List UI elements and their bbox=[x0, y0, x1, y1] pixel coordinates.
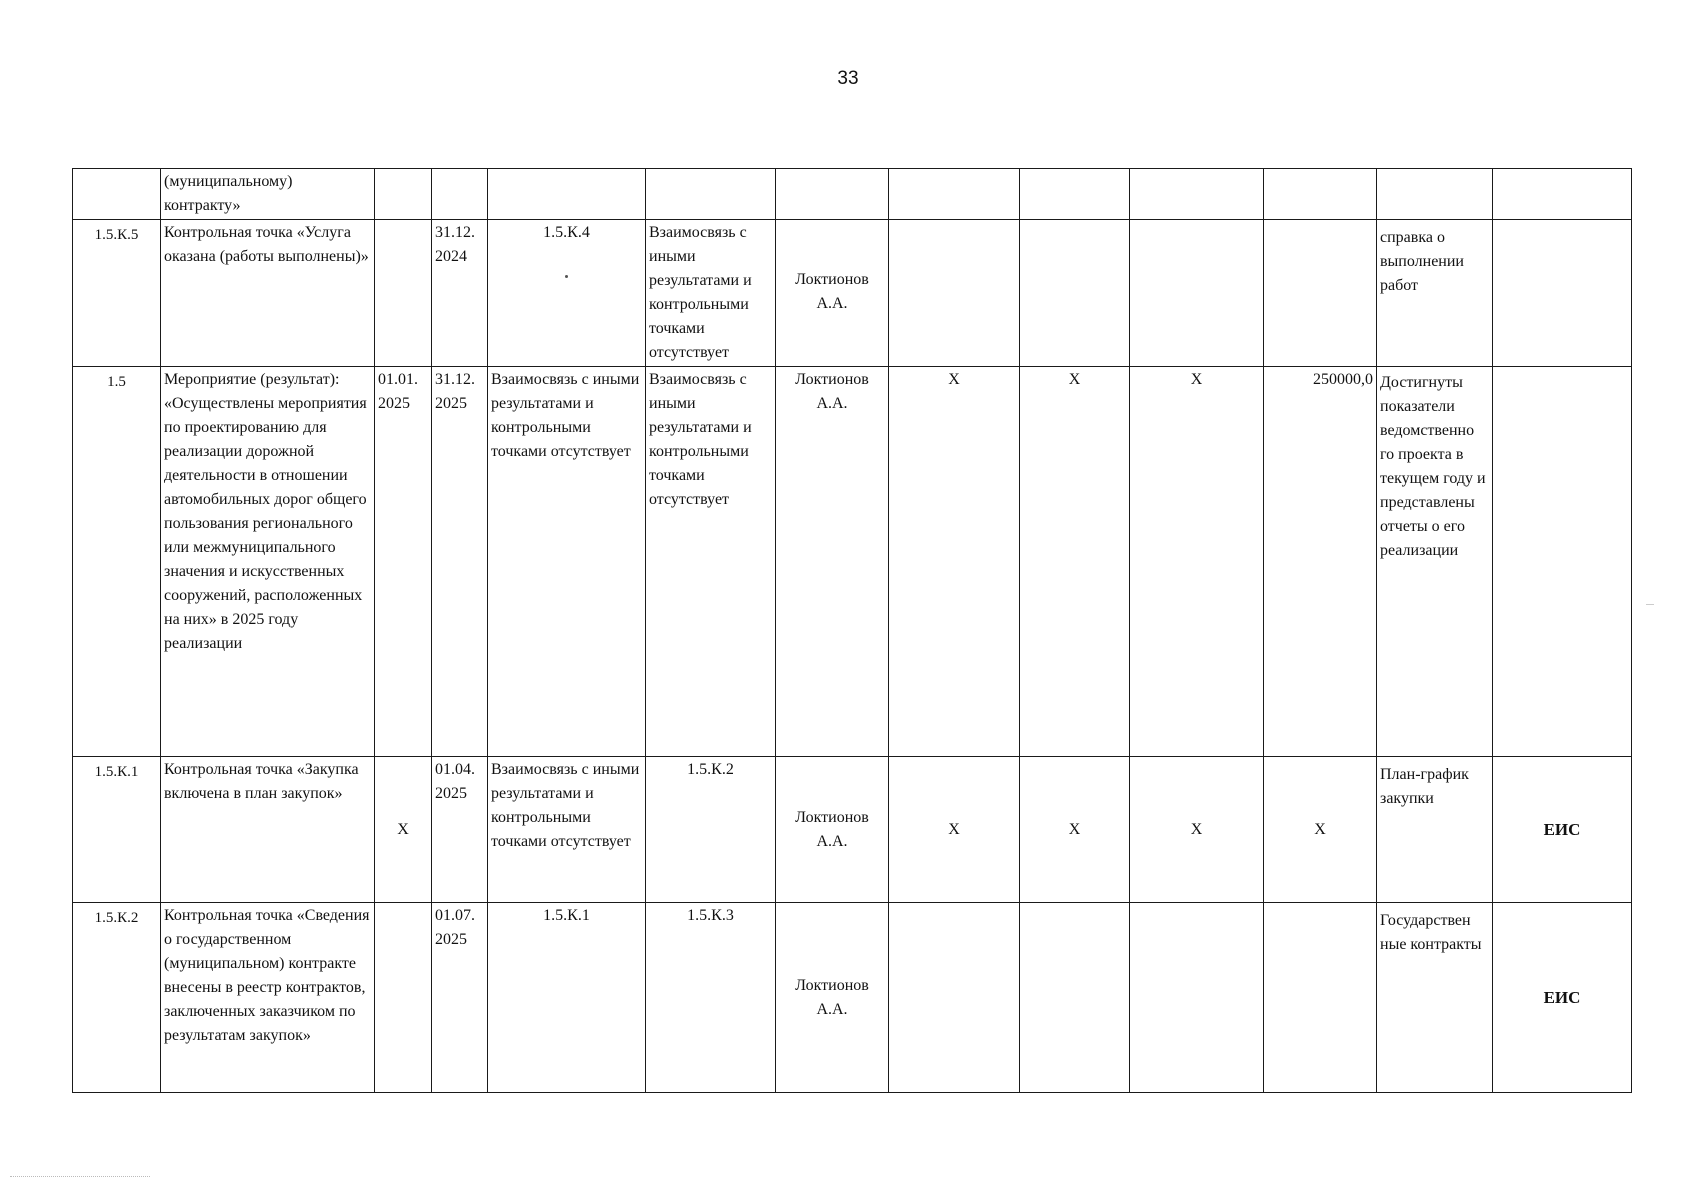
cell-num: 1.5.К.5 bbox=[73, 220, 161, 367]
cell-end-date: 01.04. 2025 bbox=[432, 757, 488, 903]
cell-value-4 bbox=[1264, 220, 1377, 367]
cell-predecessor: 1.5.К.4 bbox=[488, 220, 646, 367]
cell-successor: Взаимосвязь с иными результатами и контрольными точками отсутствует bbox=[646, 367, 776, 757]
cell-name: Мероприятие (результат): «Осуществлены мероприятия по проектированию для реализации дорожной деятельности в отношении автомобильных дорог общего пользования регионального или межмуниципального значения и искусственных сооружений, расположенных на них» в 2025 году реализации bbox=[161, 367, 375, 757]
cell-system: ЕИС bbox=[1493, 757, 1632, 903]
cell-end-date: 31.12. 2024 bbox=[432, 220, 488, 367]
cell-document: Достигнуты показатели ведомственно го проекта в текущем году и представлены отчеты о его реализации bbox=[1377, 367, 1493, 757]
cell-end-date: 31.12. 2025 bbox=[432, 367, 488, 757]
cell-responsible: Локтионов А.А. bbox=[776, 220, 889, 367]
cell-value-3: Х bbox=[1130, 367, 1264, 757]
cell-value-1 bbox=[889, 220, 1020, 367]
scan-speck bbox=[565, 275, 568, 278]
cell-value-2 bbox=[1020, 903, 1130, 1093]
cell-responsible: Локтионов А.А. bbox=[776, 367, 889, 757]
cell-system: ЕИС bbox=[1493, 903, 1632, 1093]
cell-document: справка о выполнении работ bbox=[1377, 220, 1493, 367]
table-row bbox=[73, 903, 1632, 1093]
cell-name: Контрольная точка «Закупка включена в план закупок» bbox=[161, 757, 375, 903]
scan-artifact bbox=[10, 1176, 150, 1178]
cell-value-3 bbox=[1130, 220, 1264, 367]
table-row bbox=[73, 367, 1632, 757]
cell-value-4: Х bbox=[1264, 757, 1377, 903]
table-row bbox=[73, 757, 1632, 903]
cell-responsible: Локтионов А.А. bbox=[776, 903, 889, 1093]
cell-document: План-график закупки bbox=[1377, 757, 1493, 903]
cell-end-date: 01.07. 2025 bbox=[432, 903, 488, 1093]
cell-value-4 bbox=[1264, 903, 1377, 1093]
cell-value-3: Х bbox=[1130, 757, 1264, 903]
cell-responsible: Локтионов А.А. bbox=[776, 757, 889, 903]
cell-value-1: Х bbox=[889, 757, 1020, 903]
cell-value-1 bbox=[889, 903, 1020, 1093]
cell-successor: Взаимосвязь с иными результатами и контрольными точками отсутствует bbox=[646, 220, 776, 367]
cell-value-2 bbox=[1020, 220, 1130, 367]
cell-num: 1.5.К.2 bbox=[73, 903, 161, 1093]
cell-successor: 1.5.К.3 bbox=[646, 903, 776, 1093]
cell-document: Государствен ные контракты bbox=[1377, 903, 1493, 1093]
scan-artifact bbox=[1646, 604, 1654, 605]
cell-system bbox=[1493, 220, 1632, 367]
table-row bbox=[73, 220, 1632, 367]
cell-successor: 1.5.К.2 bbox=[646, 757, 776, 903]
cell-name: (муниципальному) контракту» bbox=[161, 169, 375, 220]
cell-value-2: Х bbox=[1020, 367, 1130, 757]
cell-start-date bbox=[375, 220, 432, 367]
cell-value-4: 250000,0 bbox=[1264, 367, 1377, 757]
cell-num: 1.5 bbox=[73, 367, 161, 757]
cell-value-3 bbox=[1130, 903, 1264, 1093]
page-number: 33 bbox=[837, 68, 859, 89]
table-row-continuation bbox=[73, 169, 1632, 220]
cell-num bbox=[73, 169, 161, 220]
cell-predecessor: Взаимосвязь с иными результатами и контрольными точками отсутствует bbox=[488, 757, 646, 903]
cell-name: Контрольная точка «Услуга оказана (работы выполнены)» bbox=[161, 220, 375, 367]
plan-table bbox=[72, 168, 1632, 1093]
cell-value-1: Х bbox=[889, 367, 1020, 757]
cell-num: 1.5.К.1 bbox=[73, 757, 161, 903]
cell-name: Контрольная точка «Сведения о государственном (муниципальном) контракте внесены в реестр контрактов, заключенных заказчиком по результатам закупок» bbox=[161, 903, 375, 1093]
cell-value-2: Х bbox=[1020, 757, 1130, 903]
cell-start-date bbox=[375, 903, 432, 1093]
cell-predecessor: Взаимосвязь с иными результатами и контрольными точками отсутствует bbox=[488, 367, 646, 757]
cell-start-date: Х bbox=[375, 757, 432, 903]
cell-system bbox=[1493, 367, 1632, 757]
cell-start-date: 01.01. 2025 bbox=[375, 367, 432, 757]
cell-predecessor: 1.5.К.1 bbox=[488, 903, 646, 1093]
